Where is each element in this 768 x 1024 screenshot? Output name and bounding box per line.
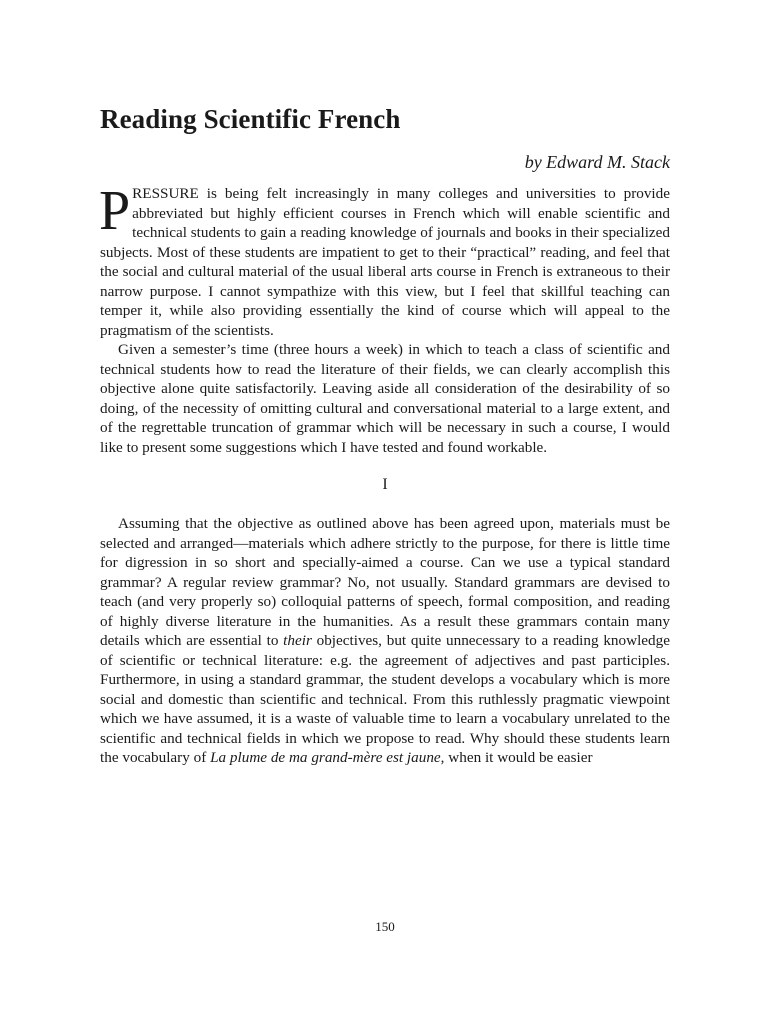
paragraph-3-text-b: objectives, but quite unnecessary to a reading knowledge of scientific or technical literature: e.g. the agreement of adjectives and past participles. Furthermore, in using a standard grammar, the student develops a vocabulary which is more social and domestic than scientific and technical. From this ruthlessly pragmatic viewpoint which we have assumed, it is a waste of valuable time to learn a vocabulary unrelated to the scientific and technical fields in which we propose to read. Why should these students learn the vocabulary of	[100, 632, 670, 766]
paragraph-3-text-c: , when it would be easier	[440, 749, 593, 766]
paragraph-3-emphasis-their: their	[283, 632, 312, 649]
paragraph-3	[100, 514, 670, 768]
paragraph-1-text: is being felt increasingly in many colleges and universities to provide abbreviated but highly efficient courses in French which will enable scientific and technical students to gain a reading knowledge of journals and books in their specialized subjects. Most of these students are impatient to get to their “practical” reading, and feel that the social and cultural material of the usual liberal arts course in French is extraneous to their narrow purpose. I cannot sympathize with this view, but I feel that skillful teaching can temper it, while also providing essentially the kind of course which will appeal to the pragmatism of the scientists.	[100, 185, 670, 339]
page-number: 150	[375, 919, 395, 934]
paragraph-3-emphasis-quote: La plume de ma grand-mère est jaune	[210, 749, 441, 766]
article-byline: by Edward M. Stack	[524, 152, 670, 172]
article-title: Reading Scientific French	[100, 104, 401, 134]
paragraph-2: Given a semester’s time (three hours a week) in which to teach a class of scientific and technical students how to read the literature of their fields, we can clearly accomplish this objective alone quite satisfactorily. Leaving aside all consideration of the desirability of so doing, of the necessity of omitting cultural and conversational material to a large extent, and of the regrettable truncation of grammar which will be necessary in such a course, I would like to present some suggestions which I have tested and found workable.	[100, 341, 670, 456]
paragraph-1	[99, 180, 670, 340]
opening-small-caps: RESSURE	[132, 185, 199, 202]
article-body	[99, 180, 670, 768]
drop-cap: P	[99, 180, 131, 242]
paragraph-3-text-a: Assuming that the objective as outlined above has been agreed upon, materials must be selected and arranged—materials which adhere strictly to the purpose, for there is little time for digression in so short and specially-aimed a course. Can we use a typical standard grammar? A regular review grammar? No, not usually. Standard grammars are devised to teach (and very properly so) colloquial patterns of speech, formal composition, and reading of highly diverse literature in the humanities. As a result these grammars contain many details which are essential to	[100, 515, 670, 649]
section-number: I	[382, 476, 388, 493]
